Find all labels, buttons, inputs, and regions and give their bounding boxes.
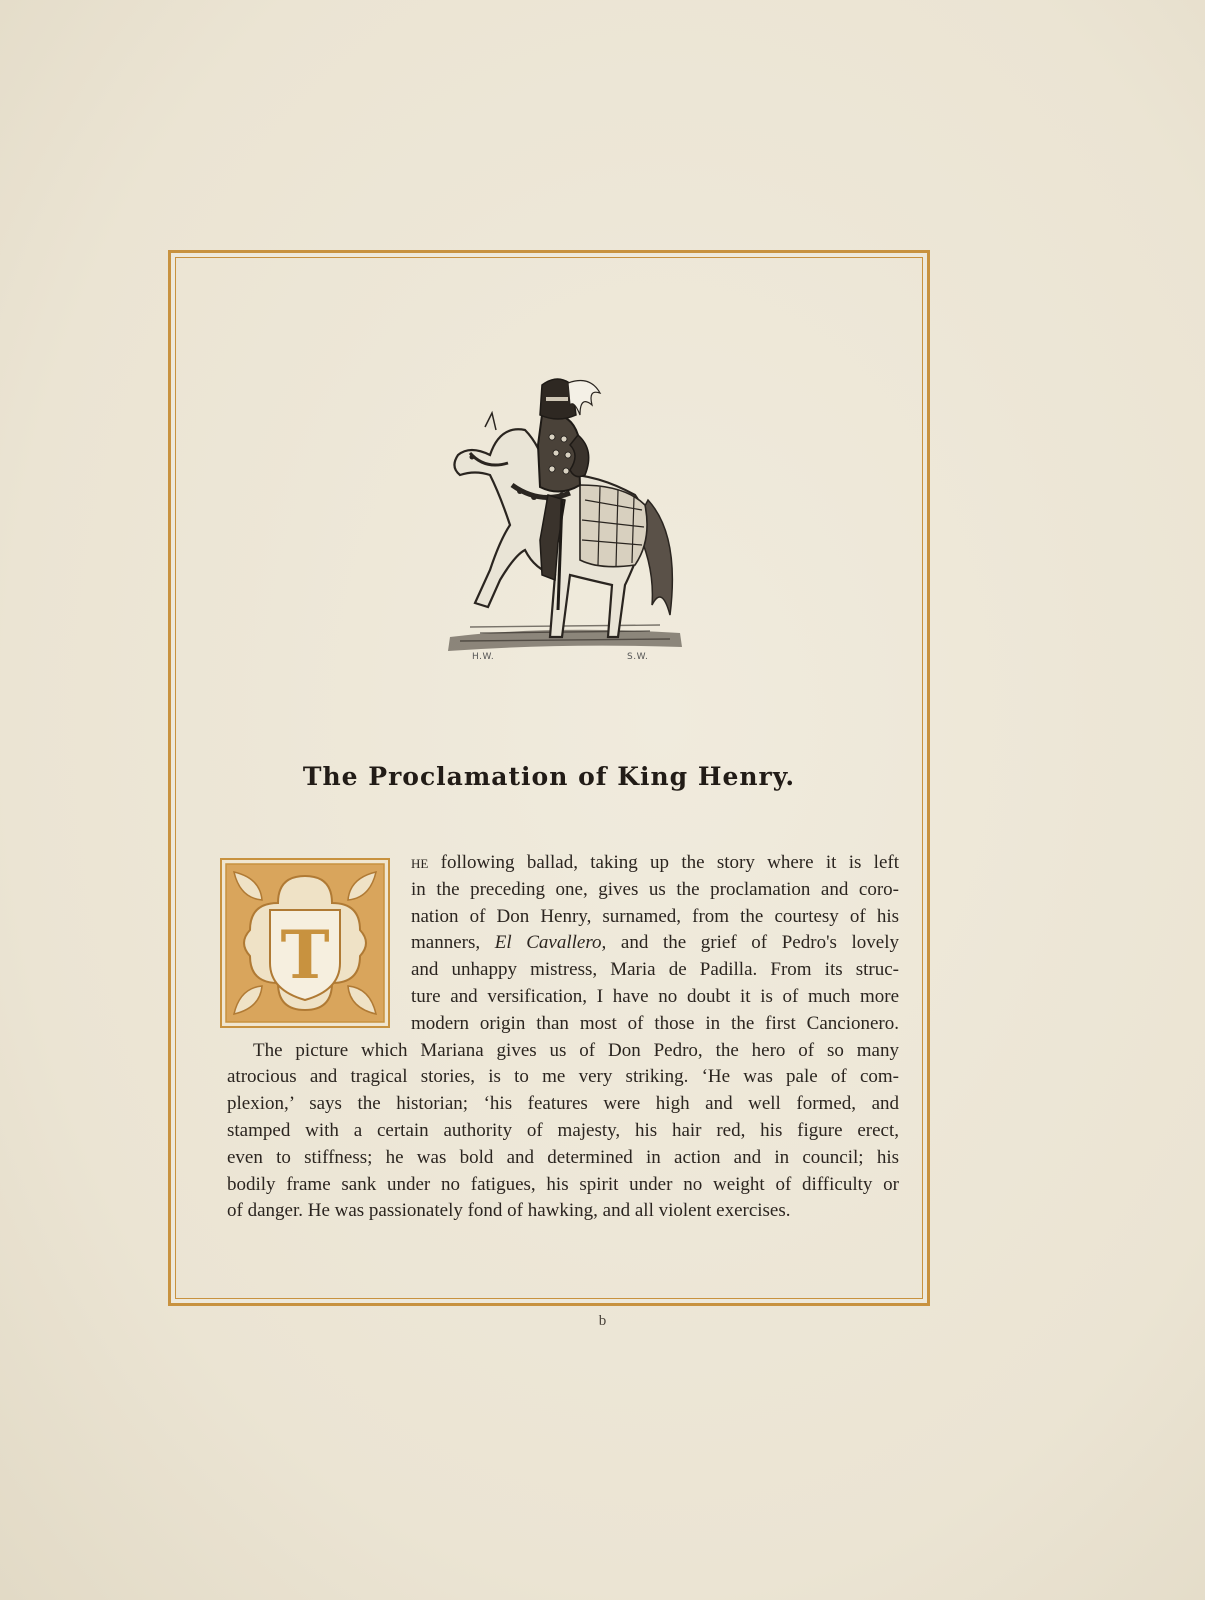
text-line: The picture which Mariana gives us of Don Pedro, the hero of so many (253, 1039, 899, 1061)
text-line: ture and versification, I have no doubt it is of much more (411, 985, 899, 1007)
text-line: of danger. He was passionately fond of hawking, and all violent exercises. (227, 1200, 791, 1222)
drop-cap-letter: T (280, 916, 330, 994)
text-segment: manners, (411, 932, 495, 954)
engraver-mark-left: H.W. (472, 652, 495, 662)
text-line: nation of Don Henry, surnamed, from the courtesy of his (411, 905, 899, 927)
text-line: and unhappy mistress, Maria de Padilla. From its struc- (411, 959, 899, 981)
text-line-rest: following ballad, taking up the story where it is left (428, 852, 899, 873)
signature-mark: b (598, 1313, 607, 1329)
text-line (227, 930, 899, 957)
text-segment: and the grief of Pedro's lovely (606, 932, 899, 954)
italic-phrase: El Cavallero, (494, 932, 607, 954)
text-line: plexion,’ says the historian; ‘his features were high and well formed, and (227, 1093, 899, 1115)
text-line: even to stiffness; he was bold and determined in action and in council; his (227, 1146, 899, 1168)
text-line (227, 850, 899, 877)
text-line: atrocious and tragical stories, is to me very striking. ‘He was pale of com- (227, 1066, 899, 1088)
text-line: stamped with a certain authority of majesty, his hair red, his figure erect, (227, 1119, 899, 1141)
text-line: modern origin than most of those in the first Cancionero. (411, 1012, 899, 1034)
chapter-title: The Proclamation of King Henry. (302, 762, 796, 791)
text-line: in the preceding one, gives us the proclamation and coro- (411, 878, 899, 900)
engraver-mark-right: S.W. (627, 652, 649, 662)
body-text (227, 850, 899, 1225)
text-line: bodily frame sank under no fatigues, his spirit under no weight of difficulty or (227, 1173, 899, 1195)
knight-on-horse-illustration (430, 375, 700, 675)
lead-in-word: he (411, 852, 429, 873)
